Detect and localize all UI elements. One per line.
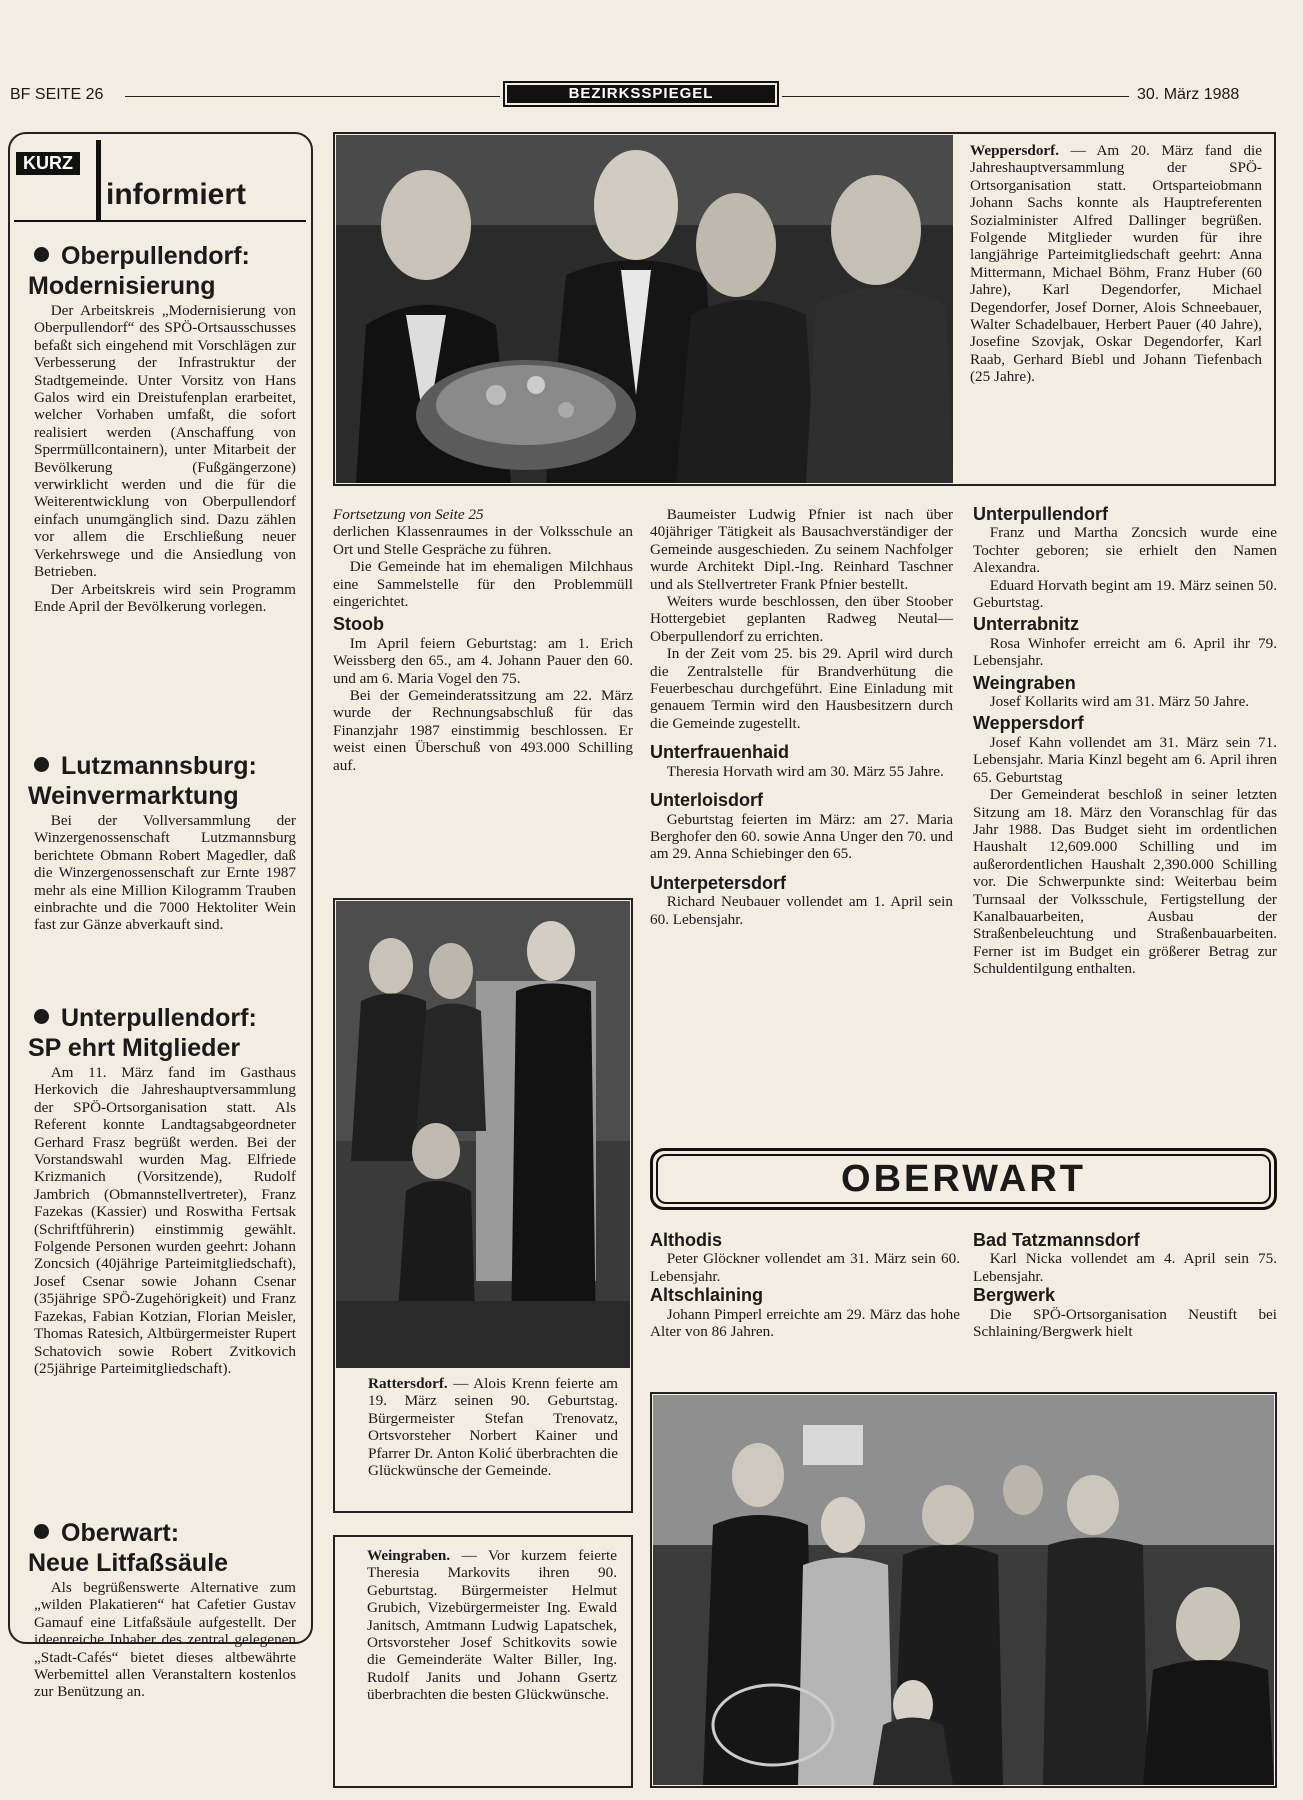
oberwart-title: OBERWART [656, 1154, 1271, 1204]
kurz-rule [14, 220, 306, 222]
bullet-icon [34, 757, 49, 772]
header-rule-right [782, 96, 1129, 97]
body-paragraph: Josef Kahn vollendet am 31. März sein 71. Lebensjahr. Maria Kinzl begeht am 6. April ihren 65. Geburtstag [973, 733, 1277, 786]
weppersdorf-photo [336, 135, 953, 483]
column-4 [973, 506, 1277, 978]
caption-place: Rattersdorf. [368, 1375, 448, 1392]
rattersdorf-photo [336, 901, 630, 1368]
kurz-headline: Oberpullendorf: [34, 242, 296, 270]
body-paragraph: Eduard Horvath begint am 19. März seinen 50. Geburtstag. [973, 576, 1277, 612]
section-banner [503, 81, 779, 107]
page-number: BF SEITE 26 [10, 86, 104, 103]
body-paragraph: In der Zeit vom 25. bis 29. April wird durch die Zentralstelle für Brandverhütung die Feuerbeschau durchgeführt. Eine Einladung mit genauem Termin wird den Hausbesitzern durch die Gemeinde zugestellt. [650, 645, 953, 732]
caption-text: — Vor kurzem feierte Theresia Markovits ihren 90. Geburtstag. Bürgermeister Helmut Grubich, Vizebürgermeister Ing. Ewald Janitsch, Amtmann Ludwig Lapatschek, Ortsvorsteher Josef Schitkovits sowie die Gemeinderäte Walter Biller, Ing. Rudolf Janits und Johann Gsertz überbrachten die besten Glückwünsche. [367, 1547, 617, 1704]
kurz-bar [96, 140, 101, 220]
oberwart-left [650, 1232, 960, 1340]
section-heading: Unterrabnitz [973, 614, 1080, 635]
body-paragraph: Die Gemeinde hat im ehemaligen Milchhaus eine Sammelstelle für den Problemmüll eingerichtet. [333, 558, 633, 611]
issue-date: 30. März 1988 [1137, 86, 1240, 103]
body-paragraph: Johann Pimperl erreichte am 29. März das hohe Alter von 86 Jahren. [650, 1305, 960, 1341]
kurz-headline: Modernisierung [28, 272, 216, 300]
section-heading: Weingraben [973, 672, 1076, 693]
bullet-icon [34, 1009, 49, 1024]
section-heading: Bad Tatzmannsdorf [973, 1230, 1140, 1250]
body-paragraph: Der Arbeitskreis wird sein Programm Ende April der Bevölkerung vorlegen. [34, 580, 296, 615]
body-paragraph: Der Gemeinderat beschloß in seiner letzten Sitzung am 18. März den Voranschlag für das Jahr 1988. Das Budget sieht im ordentlichen Haushalt 12,609.000 Schilling und im außerordentlichen Haushalt 2,390.000 Schilling vor. Die Schwerpunkte sind: Weiterbau beim Turnsaal der Volksschule, Fertigstellung der Kanalbauarbeiten, Ausbau der Straßenbeleuchtung und Straßenbauarbeiten. Ferner ist im Budget ein größerer Betrag zur Schuldentilgung enthalten. [973, 786, 1277, 978]
caption-text: — Alois Krenn feierte am 19. März seinen 90. Geburtstag. Bürgermeister Stefan Trenovatz, Ortsvorsteher Norbert Kainer und Pfarrer Dr. Anton Kolić überbrachten die Glückwünsche der Gemeinde. [368, 1375, 618, 1480]
body-paragraph: Richard Neubauer vollendet am 1. April sein 60. Lebensjahr. [650, 893, 953, 928]
kurz-headline: Unterpullendorf: [34, 1004, 296, 1032]
section-heading: Unterpetersdorf [650, 872, 787, 893]
oberwart-right [973, 1232, 1277, 1340]
section-heading: Stoob [333, 614, 384, 635]
section-heading: Unterloisdorf [650, 790, 764, 811]
weingraben-caption [333, 1535, 633, 1788]
body-paragraph: Theresia Horvath wird am 30. März 55 Jahre. [666, 762, 944, 780]
body-paragraph: Karl Nicka vollendet am 4. April sein 75. Lebensjahr. [973, 1250, 1277, 1285]
caption-place: Weingraben. [367, 1547, 451, 1564]
body-paragraph: Im April feiern Geburtstag: am 1. Erich Weissberg den 65., am 4. Johann Pauer den 60. und am 6. Maria Vogel den 75. [333, 634, 633, 687]
kurz-headline: Oberwart: [34, 1519, 296, 1547]
body-paragraph: Josef Kollarits wird am 31. März 50 Jahre. [989, 693, 1250, 711]
body-paragraph: Am 11. März fand im Gasthaus Herkovich die Jahreshauptversammlung der SPÖ-Ortsorganisation statt. Als Referent konnte Landtagsabgeordneter Gerhard Frasz begrüßt werden. Bei der Vorstandswahl wurden Mag. Elfriede Krizmanich (Vorsitzende), Rudolf Jambrich (Obmannstellvertreter), Franz Fazekas (Kassier) und Roswitha Fertsak (Schriftführerin) einstimmig gewählt. Folgende Personen wurden geehrt: Johann Zoncsich (40jährige Parteimitgliedschaft), Josef Csenar sowie Johann Csenar (35jährige SPÖ-Zugehörigkeit) und Franz Fazekas, Fabian Kotzian, Florian Meisler, Thomas Ratesich, Altbürgermeister Rupert Schatovich sowie Robert Zvitkovich (25jährige Parteimitgliedschaft). [34, 1064, 296, 1377]
body-paragraph: Die SPÖ-Ortsorganisation Neustift bei Schlaining/Bergwerk hielt [973, 1305, 1277, 1341]
body-paragraph: Geburtstag feierten im März: am 27. Maria Berghofer den 60. sowie Anna Unger den 70. und am 29. Anna Schiebinger den 65. [650, 810, 953, 863]
kurz-headline: Neue Litfaßsäule [28, 1549, 229, 1577]
caption-text: — Am 20. März fand die Jahreshauptversammlung der SPÖ-Ortsorganisation statt. Ortsparteiobmann Johann Sachs konnte als Hauptreferenten Sozialminister Alfred Dallinger begrüßen. Folgende Mitglieder wurden für ihre langjährige Parteimitgliedschaft geehrt: Anna Mittermann, Michael Böhm, Franz Huber (60 Jahre), Karl Degendorfer, Michael Degendorfer, Josef Dorner, Alois Schneebauer, Walter Schadelbauer, Herbert Pauer (40 Jahre), Josefine Szovjak, Oskar Degendorfer, Karl Raab, Gerhard Biebl und Johann Tiefenbach (25 Jahre). [970, 142, 1262, 386]
section-heading: Bergwerk [973, 1285, 1056, 1306]
section-title: BEZIRKSSPIEGEL [507, 85, 775, 103]
kurz-title: informiert [106, 178, 247, 211]
continued-note: Fortsetzung von Seite 25 [333, 506, 484, 523]
kurz-item-oberpullendorf [28, 242, 296, 615]
caption-place: Weppersdorf. [970, 142, 1060, 159]
kurz-headline: SP ehrt Mitglieder [28, 1034, 241, 1062]
body-paragraph: Als begrüßenswerte Alternative zum „wilden Plakatieren“ hat Cafetier Gustav Gamauf eine Litfaßsäule aufgestellt. Der ideenreiche Inhaber des zentral gelegenen „Stadt-Cafés“ bietet dieses altbewährte Werbemittel allen Veranstaltern kostenlos zur Benützung an. [34, 1579, 296, 1701]
section-heading: Altschlaining [650, 1285, 764, 1306]
body-paragraph: Peter Glöckner vollendet am 31. März sein 60. Lebensjahr. [650, 1250, 960, 1285]
section-heading: Weppersdorf [973, 713, 1084, 734]
kurz-headline: Weinvermarktung [28, 782, 239, 810]
body-paragraph: Franz und Martha Zoncsich wurde eine Tochter geboren; sie erhielt den Namen Alexandra. [973, 524, 1277, 577]
body-paragraph: Bei der Gemeinderatssitzung am 22. März wurde der Rechnungsabschluß für das Finanzjahr 1987 einstimmig beschlossen. Er weist einen Überschuß von 493.000 Schilling auf. [333, 687, 633, 774]
section-heading: Althodis [650, 1230, 722, 1250]
body-paragraph: Weiters wurde beschlossen, den über Stoober Hottergebiet geplanten Radweg Neutal—Oberpullendorf zu errichten. [650, 593, 953, 645]
section-heading: Unterfrauenhaid [650, 742, 790, 763]
bullet-icon [34, 1524, 49, 1539]
section-heading: Unterpullendorf [973, 504, 1108, 524]
bergwerk-photo [653, 1395, 1274, 1785]
body-paragraph: Der Arbeitskreis „Modernisierung von Oberpullendorf“ des SPÖ-Ortsausschusses befaßt sich eingehend mit Vorschlägen zur Verbesserung der Infrastruktur der Stadtgemeinde. Unter Vorsitz von Hans Galos wird ein Dreistufenplan erarbeitet, welcher Vorhaben umfaßt, die sofort realisiert werden (Anschaffung von Sperrmüllcontainern), unter Mitarbeit der Bevölkerung (Fußgängerzone) verwirklicht werden und die für die Weiterentwicklung von Oberpullendorf einfach unumgänglich sind. Dazu zählen vor allem die Erschließung neuer Verkehrswege und die Ansiedlung von Betrieben. [34, 302, 296, 581]
oberwart-banner [650, 1148, 1277, 1210]
body-paragraph: Bei der Vollversammlung der Winzergenossenschaft Lutzmannsburg berichtete Obmann Robert Magedler, daß die Winzergenossenschaft zur Ernte 1987 mehr als eine Million Kilogramm Trauben einbrachte und die 7000 Hektoliter Wein fast zur Gänze abverkauft sind. [34, 812, 296, 934]
bullet-icon [34, 247, 49, 262]
body-paragraph: derlichen Klassenraumes in der Volksschule an Ort und Stelle Gespräche zu führen. [333, 523, 633, 558]
weppersdorf-caption [970, 142, 1262, 386]
kurz-item-unterpullendorf [28, 1004, 296, 1377]
column-3 [650, 506, 953, 928]
body-paragraph: Rosa Winhofer erreicht am 6. April ihr 79. Lebensjahr. [973, 634, 1277, 670]
kurz-item-lutzmannsburg [28, 752, 296, 934]
header-rule-left [125, 96, 500, 97]
kurz-item-oberwart [28, 1519, 296, 1701]
body-paragraph: Baumeister Ludwig Pfnier ist nach über 40jähriger Tätigkeit als Bausachverständiger der Gemeinde ausgeschieden. Zu seinem Nachfolger wurde Architekt Dipl.-Ing. Reinhard Taschner und als Stellvertreter Frank Pfnier bestellt. [650, 506, 953, 593]
kurz-tag: KURZ [16, 152, 80, 175]
column-2 [333, 506, 633, 774]
rattersdorf-caption [368, 1375, 618, 1479]
kurz-headline: Lutzmannsburg: [34, 752, 296, 780]
